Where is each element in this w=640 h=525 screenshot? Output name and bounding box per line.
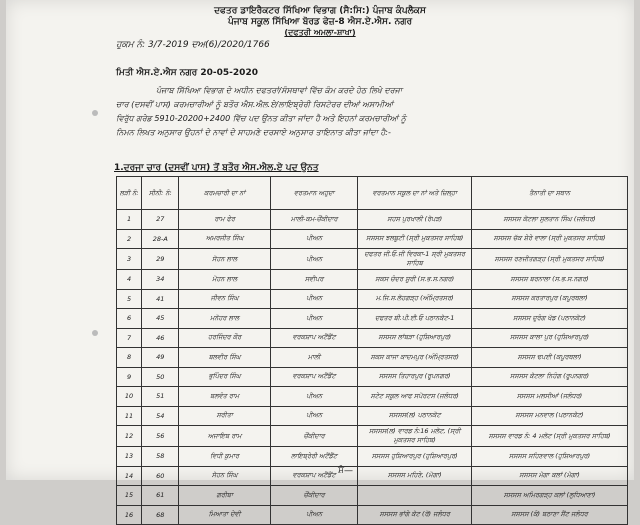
table-cell: ਸੋਹਨ ਸਿੰਘ [179, 466, 271, 486]
table-cell [358, 486, 472, 506]
body-line: ਚਾਰ (ਦਸਵੀਂ ਪਾਸ) ਕਰਮਚਾਰੀਆਂ ਨੂੰ ਬਤੌਰ ਐਸ.ਐਲ.ਏ/ਲਾਇਬ੍ਰੇਰੀ ਰਿਸਟੋਰਰ ਦੀਆਂ ਅਸਾਮੀਆਂ [116, 100, 394, 109]
table-cell: ਸਸਸਸ ਭਾਂਗੇ ਕੋਟ (ਰੋ) ਜਲੰਧਰ [358, 505, 472, 525]
table-cell: ਲਾਇਬ੍ਰੇਰੀ ਅਟੈਂਡੈਂਟ [270, 447, 358, 467]
table-row [117, 289, 628, 309]
table-cell: ਪੀਅਨ [270, 309, 358, 329]
column-header: ਸੀਨੀ: ਨੰ: [142, 177, 179, 210]
table-row [117, 387, 628, 407]
table-row [117, 348, 628, 368]
body-line: ਪੰਜਾਬ ਸਿੱਖਿਆ ਵਿਭਾਗ ਦੇ ਅਧੀਨ ਦਫਤਰਾਂ/ਸੰਸਥਾਵਾਂ ਵਿੱਚ ਕੰਮ ਕਰਦੇ ਹੇਠ ਲਿਖੇ ਦਰਜਾ [156, 86, 403, 95]
table-cell: ਸਸਸਸ ਮਨਵਾਲ (ਪਠਾਨਕੋਟ) [472, 406, 628, 426]
table-cell: ਸਸਸਸ ਢਪਈ (ਕਪੂਰਥਲਾ) [472, 348, 628, 368]
column-header: ਕਰਮਚਾਰੀ ਦਾ ਨਾਂ [179, 177, 271, 210]
table-cell: ਪੀਅਨ [270, 229, 358, 249]
table-cell: ਦਫਤਰ ਬੀ.ਪੀ.ਈ.ਓ ਪਠਾਨਕੋਟ-1 [358, 309, 472, 329]
table-cell: ਵਰਕਸ਼ਾਪ ਅਟੈਂਡੈਂਟ [270, 367, 358, 387]
table-cell: ਸਸਸਸ ਕੋਟਲਾ ਨਿਹੰਗ (ਰੂਪਨਗਰ) [472, 367, 628, 387]
table-cell: ਸਟੇਟ ਸਕੂਲ ਆਫ ਸਪੋਰਟਸ (ਜਲੰਧਰ) [358, 387, 472, 407]
table-cell: ਸਸਸਸ ਮੋਗਾ ਕਲਾਂ (ਮੋਗਾ) [472, 466, 628, 486]
body-line: ਨਿਮਨ ਲਿਖਤ ਅਨੁਸਾਰ ਉਹਨਾਂ ਦੇ ਨਾਵਾਂ ਦੇ ਸਾਹਮਣੇ ਦਰਸਾਏ ਅਨੁਸਾਰ ਤਾਇਨਾਤ ਕੀਤਾ ਜਾਂਦਾ ਹੈ:- [116, 128, 391, 137]
table-cell: 11 [117, 406, 142, 426]
table-body [117, 210, 628, 525]
body-line: ਵਿਰੁੱਧ ਗਰੇਡ 5910-20200+2400 ਵਿੱਚ ਪਦ ਉਨਤ ਕੀਤਾ ਜਾਂਦਾ ਹੈ ਅਤੇ ਇਹਨਾਂ ਕਰਮਚਾਰੀਆਂ ਨੂੰ [116, 114, 406, 123]
punch-hole-mark [92, 330, 98, 336]
table-cell: ਸਸਸਸ ਕੋਟਲਾ ਸੁਲਤਾਨ ਸਿੰਘ (ਜਲੰਧਰ) [472, 210, 628, 230]
table-cell: ਸਸਸਸ ਬਰਨਾਲਾ (ਸ.ਭ.ਸ.ਨਗਰ) [472, 270, 628, 290]
table-cell: ਪੀਅਨ [270, 249, 358, 270]
table-cell: 5 [117, 289, 142, 309]
table-header-row [117, 177, 628, 210]
table-row [117, 426, 628, 447]
table-row [117, 367, 628, 387]
table-cell: ਵਰਕਸ਼ਾਪ ਅਟੈਂਡੈਂਟ [270, 466, 358, 486]
table-cell: 34 [142, 270, 179, 290]
table-cell: ਦਫਤਰ ਜੀ.ਓ.ਜੀ ਵਿਰਕਾ-1 ਸ੍ਰੀ ਮੁਕਤਸਰ ਸਾਹਿਬ [358, 249, 472, 270]
table-cell: 14 [117, 466, 142, 486]
table-cell: 7 [117, 328, 142, 348]
table-cell: 6 [117, 309, 142, 329]
column-header: ਵਰਤਮਾਨ ਅਹੁਦਾ [270, 177, 358, 210]
table-cell: 50 [142, 367, 179, 387]
table-row [117, 486, 628, 506]
table-row [117, 249, 628, 270]
column-header: ਲੜੀ ਨੰ: [117, 177, 142, 210]
table-cell: ਮ.ਜਿ.ਸ.ਲੋਹਗੜ੍ਹ (ਅੰਮ੍ਰਿਤਸਰ) [358, 289, 472, 309]
table-cell: 58 [142, 447, 179, 467]
table-cell: ਅਮਰਜੀਤ ਸਿੰਘ [179, 229, 271, 249]
table-cell: 27 [142, 210, 179, 230]
table-cell: ਸਰੀਤਾ [179, 406, 271, 426]
table-row [117, 309, 628, 329]
table-cell: ਸਸਸਸ ਕਰਤਾਰਪੁਰ (ਕਪੂਰਥਲਾ) [472, 289, 628, 309]
column-header: ਤੈਨਾਤੀ ਦਾ ਸਥਾਨ [472, 177, 628, 210]
table-cell: 61 [142, 486, 179, 506]
table-cell: ਸਸਸਸ(ਲ) ਵਾਰਡ ਨੰ:16 ਮਲੋਟ, (ਸ੍ਰੀ ਮੁਕਤਸਰ ਸਾਹਿਬ) [358, 426, 472, 447]
table-cell: ਮਿਆਤਾ ਦੇਵੀ [179, 505, 271, 525]
office-header-line2: ਪੰਜਾਬ ਸਕੂਲ ਸਿੱਖਿਆ ਬੋਰਡ ਫੇਜ਼-8 ਐਸ.ਏ.ਐਸ. ਨਗਰ [227, 17, 413, 27]
table-cell: ਸਸਸਸ ਰਣਜੀਤਗੜ੍ਹ (ਸ੍ਰੀ ਮੁਕਤਸਰ ਸਾਹਿਬ) [472, 249, 628, 270]
table-cell: ਪੀਅਨ [270, 406, 358, 426]
table-cell: ਸਸਸਸ ਕਾਲਾ ਪੁਰ (ਹੁਸ਼ਿਆਰਪੁਰ) [472, 328, 628, 348]
table-cell: ਵਿਧੀ ਕੁਮਾਰ [179, 447, 271, 467]
table-cell: ਬਲਵੰਤ ਰਾਮ [179, 387, 271, 407]
table-cell: ਸਸਸਸ ਮਹਿਣੇ, (ਮੋਗਾ) [358, 466, 472, 486]
order-body [116, 84, 626, 140]
section-title: 1.ਦਰਜਾ ਚਾਰ (ਦਸਵੀਂ ਪਾਸ) ਤੋਂ ਬਤੌਰ ਐਸ.ਐਲ.ਏ ਪਦ ਉਨਤ [114, 163, 319, 173]
table-cell: ਸਸਸਸ ਚੱਕ ਸ਼ੇਰੇ ਵਾਲਾ (ਸ੍ਰੀ ਮੁਕਤਸਰ ਸਾਹਿਬ) [472, 229, 628, 249]
table-cell: 15 [117, 486, 142, 506]
table-cell: ਸਹਸ ਪੁਰਖਾਲੀ (ਰੋਪੜ) [358, 210, 472, 230]
table-row [117, 447, 628, 467]
order-date: ਮਿਤੀ ਐਸ.ਏ.ਐਸ ਨਗਰ 20-05-2020 [116, 68, 258, 78]
office-header-line3: (ਦਫਤਰੀ ਅਮਲਾ-ਸ਼ਾਖਾ) [284, 28, 356, 37]
table-cell: ਅਜਾਇਬ ਰਾਮ [179, 426, 271, 447]
column-header: ਵਰਤਮਾਨ ਸਕੂਲ ਦਾ ਨਾਂ ਅਤੇ ਜ਼ਿਲ੍ਹਾ [358, 177, 472, 210]
table-cell: 68 [142, 505, 179, 525]
table-row [117, 505, 628, 525]
table-cell: ਸਸਸਸ(ਲ) ਪਠਾਨਕੋਟ [358, 406, 472, 426]
table-cell: ਮਨੋਹਰ ਲਾਲ [179, 309, 271, 329]
table-cell: ਸਸਸਸ (ਕੰ) ਬਠਾਣਾ ਸੈਂਟ ਜਲੰਧਰ [472, 505, 628, 525]
table-cell: 49 [142, 348, 179, 368]
table-cell: 29 [142, 249, 179, 270]
table-cell: 8 [117, 348, 142, 368]
table-cell: 51 [142, 387, 179, 407]
table-cell: ਭੁਪਿੰਦਰ ਸਿੰਘ [179, 367, 271, 387]
table-cell: ਸੋਹਨ ਲਾਲ [179, 249, 271, 270]
table-cell: ਮੋਹਨ ਲਾਲ [179, 270, 271, 290]
table-cell: ਸਵੀਪਰ [270, 270, 358, 290]
table-cell: 41 [142, 289, 179, 309]
table-cell: 1 [117, 210, 142, 230]
document-page [6, 0, 634, 519]
table-cell: ਸਸਸਸ ਵਾਰਡ ਨੰ: 4 ਮਲੋਟ (ਸ੍ਰੀ ਮੁਕਤਸਰ ਸਾਹਿਬ) [472, 426, 628, 447]
table-cell: ਹਰਜਿੰਦਰ ਕੌਰ [179, 328, 271, 348]
table-row [117, 270, 628, 290]
table-cell: ਸਸਸਸ ਸਹਿਣਵਾਲ (ਹੁਸ਼ਿਆਰਪੁਰ) [472, 447, 628, 467]
table-cell: 56 [142, 426, 179, 447]
table-cell: ਸਸਸਸ ਦੁਰੰਗ ਖੱਡ (ਪਠਾਨਕੋਟ) [472, 309, 628, 329]
table-cell: 60 [142, 466, 179, 486]
table-cell: 9 [117, 367, 142, 387]
table-cell: ਪੀਅਨ [270, 289, 358, 309]
table-cell: ਚੌਂਕੀਦਾਰ [270, 486, 358, 506]
table-cell: ਮਾਲੀ-ਕਮ-ਚੌਂਕੀਦਾਰ [270, 210, 358, 230]
table-cell: ਗਰੀਬਾ [179, 486, 271, 506]
table-row [117, 229, 628, 249]
table-cell: 45 [142, 309, 179, 329]
order-number: ਹੁਕਮ ਨੰ: 3/7-2019 ਦਅ(6)/2020/1766 [116, 40, 270, 50]
punch-hole-mark [92, 110, 98, 116]
table-cell: 54 [142, 406, 179, 426]
table-cell: ਸਸਸਸ ਲਾਂਬੜਾ (ਹੁਸ਼ਿਆਰਪੁਰ) [358, 328, 472, 348]
table-row [117, 466, 628, 486]
table-cell: ਸਸਸਸ ਝਲਬੂਟੀ (ਸ੍ਰੀ ਮੁਕਤਸਰ ਸਾਹਿਬ) [358, 229, 472, 249]
table-row [117, 406, 628, 426]
table-cell: ਚੌਂਕੀਦਾਰ [270, 426, 358, 447]
table-cell: ਸਕਸ ਕਾਜਾ ਕਾਦਮਪੁਰ (ਅੰਮ੍ਰਿਤਸਰ) [358, 348, 472, 368]
table-cell: 3 [117, 249, 142, 270]
table-cell: 16 [117, 505, 142, 525]
table-cell: ਪੀਅਨ [270, 387, 358, 407]
table-cell: ਜੀਵਨ ਸਿੰਘ [179, 289, 271, 309]
table-cell: ਸਸਸਸ ਤਿਹਾਰਪੁਰ (ਰੂਪਨਗਰ) [358, 367, 472, 387]
table-cell: 10 [117, 387, 142, 407]
table-cell: ਸਸਸਸ ਮਲਸੀਆਂ (ਜਲੰਧਰ) [472, 387, 628, 407]
table-cell: 12 [117, 426, 142, 447]
table-cell: 2 [117, 229, 142, 249]
table-cell: 46 [142, 328, 179, 348]
table-row [117, 210, 628, 230]
table-cell: ਵਰਕਸ਼ਾਪ ਅਟੈਂਡੈਂਟ [270, 328, 358, 348]
table-cell: ਸਸਸਸ ਅਮਿਰਗੜ੍ਹ ਕਲਾਂ (ਲੁਧਿਆਣਾ) [472, 486, 628, 506]
table-cell: ਬਲਵੀਰ ਸਿੰਘ [179, 348, 271, 368]
table-row [117, 328, 628, 348]
table-cell: 28-A [142, 229, 179, 249]
signature-mark: ਸ਼ੰ— [338, 466, 353, 476]
table-cell: ਪੀਅਨ [270, 505, 358, 525]
office-header-line1: ਦਫਤਰ ਡਾਇਰੈਕਟਰ ਸਿੱਖਿਆ ਵਿਭਾਗ (ਸੈ:ਸਿ:) ਪੰਜਾਬ ਕੰਪਲੈਕਸ [214, 6, 426, 16]
table-cell: 4 [117, 270, 142, 290]
table-cell: 13 [117, 447, 142, 467]
promotion-table [116, 176, 628, 525]
table-cell: ਮਾਲੀ [270, 348, 358, 368]
table-cell: ਸਸਸਸ ਹੁਸ਼ਿਆਰਪੁਰ (ਹੁਸ਼ਿਆਰਪੁਰ) [358, 447, 472, 467]
table-cell: ਰਾਮ ਫੇਰ [179, 210, 271, 230]
table-cell: ਸਕਸ ਚੰਦਰ ਸੂਰੀ (ਸ.ਭ.ਸ.ਨਗਰ) [358, 270, 472, 290]
